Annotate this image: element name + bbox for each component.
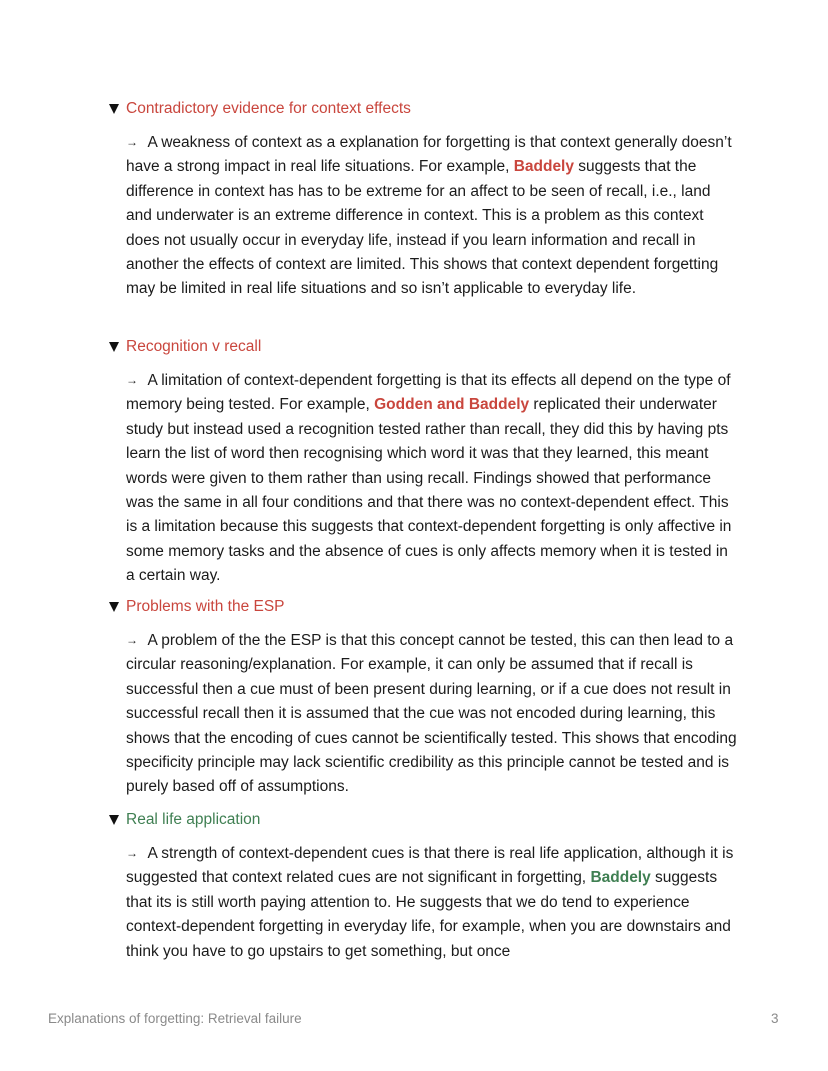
section-body bbox=[126, 842, 738, 964]
toggle-header[interactable] bbox=[108, 337, 748, 357]
body-text-part: suggests that its is still worth paying attention to. He suggests that we do tend to experience context-dependent forgetting in everyday life, for example, when you are downstairs and think you have to go upstairs to get something, but once bbox=[126, 869, 731, 960]
toggle-section-recognition-recall bbox=[108, 337, 748, 589]
toggle-triangle-icon[interactable] bbox=[109, 342, 119, 352]
arrow-icon: → bbox=[126, 135, 138, 149]
section-body bbox=[126, 369, 738, 589]
footer-title: Explanations of forgetting: Retrieval failure bbox=[48, 1011, 302, 1026]
toggle-section-real-life bbox=[108, 810, 748, 964]
section-heading: Contradictory evidence for context effects bbox=[126, 100, 411, 117]
body-text-part: A weakness of context as a explanation for forgetting is that context generally doesn’t have a strong impact in real life situations. For example, bbox=[126, 134, 732, 176]
body-text-part: A limitation of context-dependent forgetting is that its effects all depend on the type of memory being tested. For example, bbox=[126, 372, 731, 414]
toggle-header[interactable] bbox=[108, 810, 748, 830]
page-number: 3 bbox=[771, 1011, 779, 1026]
toggle-triangle-icon[interactable] bbox=[109, 815, 119, 825]
toggle-header[interactable] bbox=[108, 99, 748, 119]
researcher-highlight: Godden and Baddely bbox=[374, 396, 530, 414]
section-heading: Real life application bbox=[126, 811, 261, 828]
body-text-part: replicated their underwater study but instead used a recognition tested rather than recall, they did this by having pts learn the list of word then recognising which word it was that they learned, this meant words were given to them rather than using recall. Findings showed that performance was the same in all four conditions and that there was no context-dependent effect. This is a limitation because this suggests that context-dependent forgetting is only affective in some memory tasks and the absence of cues is only affects memory when it is tested in a certain way. bbox=[126, 396, 732, 585]
arrow-icon: → bbox=[126, 846, 138, 860]
body-text-part: A strength of context-dependent cues is that there is real life application, although it is suggested that context related cues are not significant in forgetting, bbox=[126, 845, 734, 887]
arrow-icon: → bbox=[126, 373, 138, 387]
researcher-highlight: Baddely bbox=[513, 158, 574, 176]
arrow-icon: → bbox=[126, 633, 138, 647]
toggle-section-esp-problems bbox=[108, 597, 748, 800]
researcher-highlight: Baddely bbox=[590, 869, 651, 887]
section-heading: Recognition v recall bbox=[126, 338, 262, 355]
body-text-part: suggests that the difference in context has has to be extreme for an affect to be seen of recall, i.e., land and underwater is an extreme difference in context. This is a problem as this context does not usually occur in everyday life, instead if you learn information and recall in another the effects of context are limited. This shows that context dependent forgetting may be limited in real life situations and so isn’t applicable to everyday life. bbox=[126, 158, 719, 298]
toggle-triangle-icon[interactable] bbox=[109, 104, 119, 114]
section-heading: Problems with the ESP bbox=[126, 598, 285, 615]
toggle-section-context-evidence bbox=[108, 99, 748, 302]
toggle-triangle-icon[interactable] bbox=[109, 602, 119, 612]
toggle-header[interactable] bbox=[108, 597, 748, 617]
section-body bbox=[126, 629, 738, 800]
body-text-part: A problem of the the ESP is that this concept cannot be tested, this can then lead to a circular reasoning/explanation. For example, it can only be assumed that if recall is successful then a cue must of been present during learning, or if a cue does not result in successful recall then it is assumed that the cue was not encoded during learning, this shows that the encoding of cues cannot be scientifically tested. This shows that encoding specificity principle may lack scientific credibility as this principle cannot be tested and is purely based off of assumptions. bbox=[126, 632, 737, 796]
section-body bbox=[126, 131, 738, 302]
